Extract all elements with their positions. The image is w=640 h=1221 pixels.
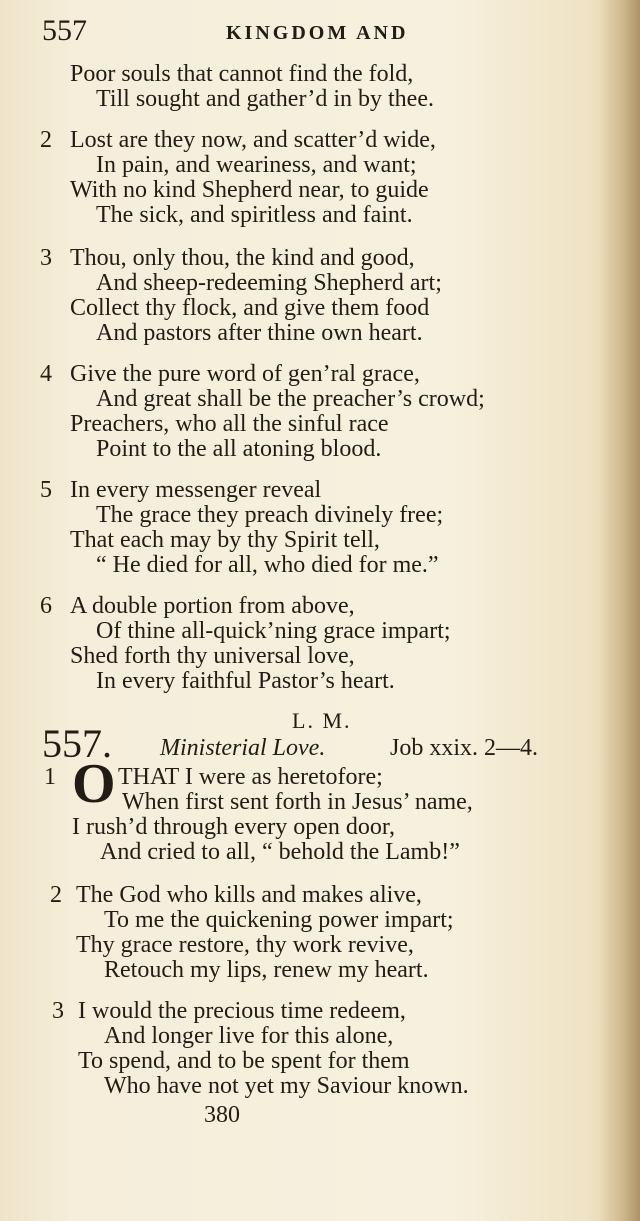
hymn-number: 557. xyxy=(42,721,112,766)
header-page-number: 557 xyxy=(42,14,87,47)
hymn-meter: L. M. xyxy=(292,708,352,733)
verse-line: To spend, and to be spent for them xyxy=(78,1048,410,1074)
verse-line: And pastors after thine own heart. xyxy=(96,320,423,346)
running-head: KINGDOM AND xyxy=(226,22,409,44)
verse-line: In pain, and weariness, and want; xyxy=(96,152,417,178)
verse-line: Retouch my lips, renew my heart. xyxy=(104,957,429,983)
verse-number: 2 xyxy=(50,882,62,908)
verse-number: 6 xyxy=(40,593,52,619)
verse-line: Give the pure word of gen’ral grace, xyxy=(70,361,420,387)
verse-line: When first sent forth in Jesus’ name, xyxy=(122,789,473,815)
verse-line: And sheep-redeeming Shepherd art; xyxy=(96,270,442,296)
verse-line: THAT I were as heretofore; xyxy=(118,764,383,790)
verse-number: 3 xyxy=(52,998,64,1024)
verse-number: 2 xyxy=(40,127,52,153)
page-header xyxy=(40,14,600,54)
verse-line: Shed forth thy universal love, xyxy=(70,643,355,669)
scripture-reference: Job xxix. 2—4. xyxy=(390,735,539,761)
verse-line: In every faithful Pastor’s heart. xyxy=(96,668,395,694)
verse-line: Lost are they now, and scatter’d wide, xyxy=(70,127,436,153)
verse-line: To me the quickening power impart; xyxy=(104,907,454,933)
hymn-title: Ministerial Love. xyxy=(160,735,326,761)
verse-line: Preachers, who all the sinful race xyxy=(70,411,389,437)
verse-number: 1 xyxy=(44,764,56,790)
drop-cap: O xyxy=(72,753,116,815)
verse-number: 3 xyxy=(40,245,52,271)
verse-line: The God who kills and makes alive, xyxy=(76,882,422,908)
verse-line: That each may by thy Spirit tell, xyxy=(70,527,380,553)
verse-line: With no kind Shepherd near, to guide xyxy=(70,177,429,203)
verse-line: I rush’d through every open door, xyxy=(72,814,395,840)
verse-number: 5 xyxy=(40,477,52,503)
verse-line: And great shall be the preacher’s crowd; xyxy=(96,386,485,412)
verse-line: Who have not yet my Saviour known. xyxy=(104,1073,469,1099)
verse-line: And longer live for this alone, xyxy=(104,1023,394,1049)
verse-line: And cried to all, “ behold the Lamb!” xyxy=(100,839,460,865)
verse-line: The grace they preach divinely free; xyxy=(96,502,444,528)
verse-line: Thou, only thou, the kind and good, xyxy=(70,245,415,271)
footer-page-number: 380 xyxy=(204,1102,240,1128)
verse-line: Thy grace restore, thy work revive, xyxy=(76,932,414,958)
verse-line: Collect thy flock, and give them food xyxy=(70,295,430,321)
verse-line: The sick, and spiritless and faint. xyxy=(96,202,413,228)
verse-line: Of thine all-quick’ning grace impart; xyxy=(96,618,451,644)
page-edge-shadow xyxy=(600,0,640,1221)
verse-line: Poor souls that cannot find the fold, xyxy=(70,61,414,87)
verse-number: 4 xyxy=(40,361,52,387)
verse-line: I would the precious time redeem, xyxy=(78,998,406,1024)
verse-line: Till sought and gather’d in by thee. xyxy=(96,86,434,112)
verse-line: In every messenger reveal xyxy=(70,477,322,503)
verse-line: A double portion from above, xyxy=(70,593,355,619)
verse-line: Point to the all atoning blood. xyxy=(96,436,382,462)
verse-line: “ He died for all, who died for me.” xyxy=(96,552,439,578)
